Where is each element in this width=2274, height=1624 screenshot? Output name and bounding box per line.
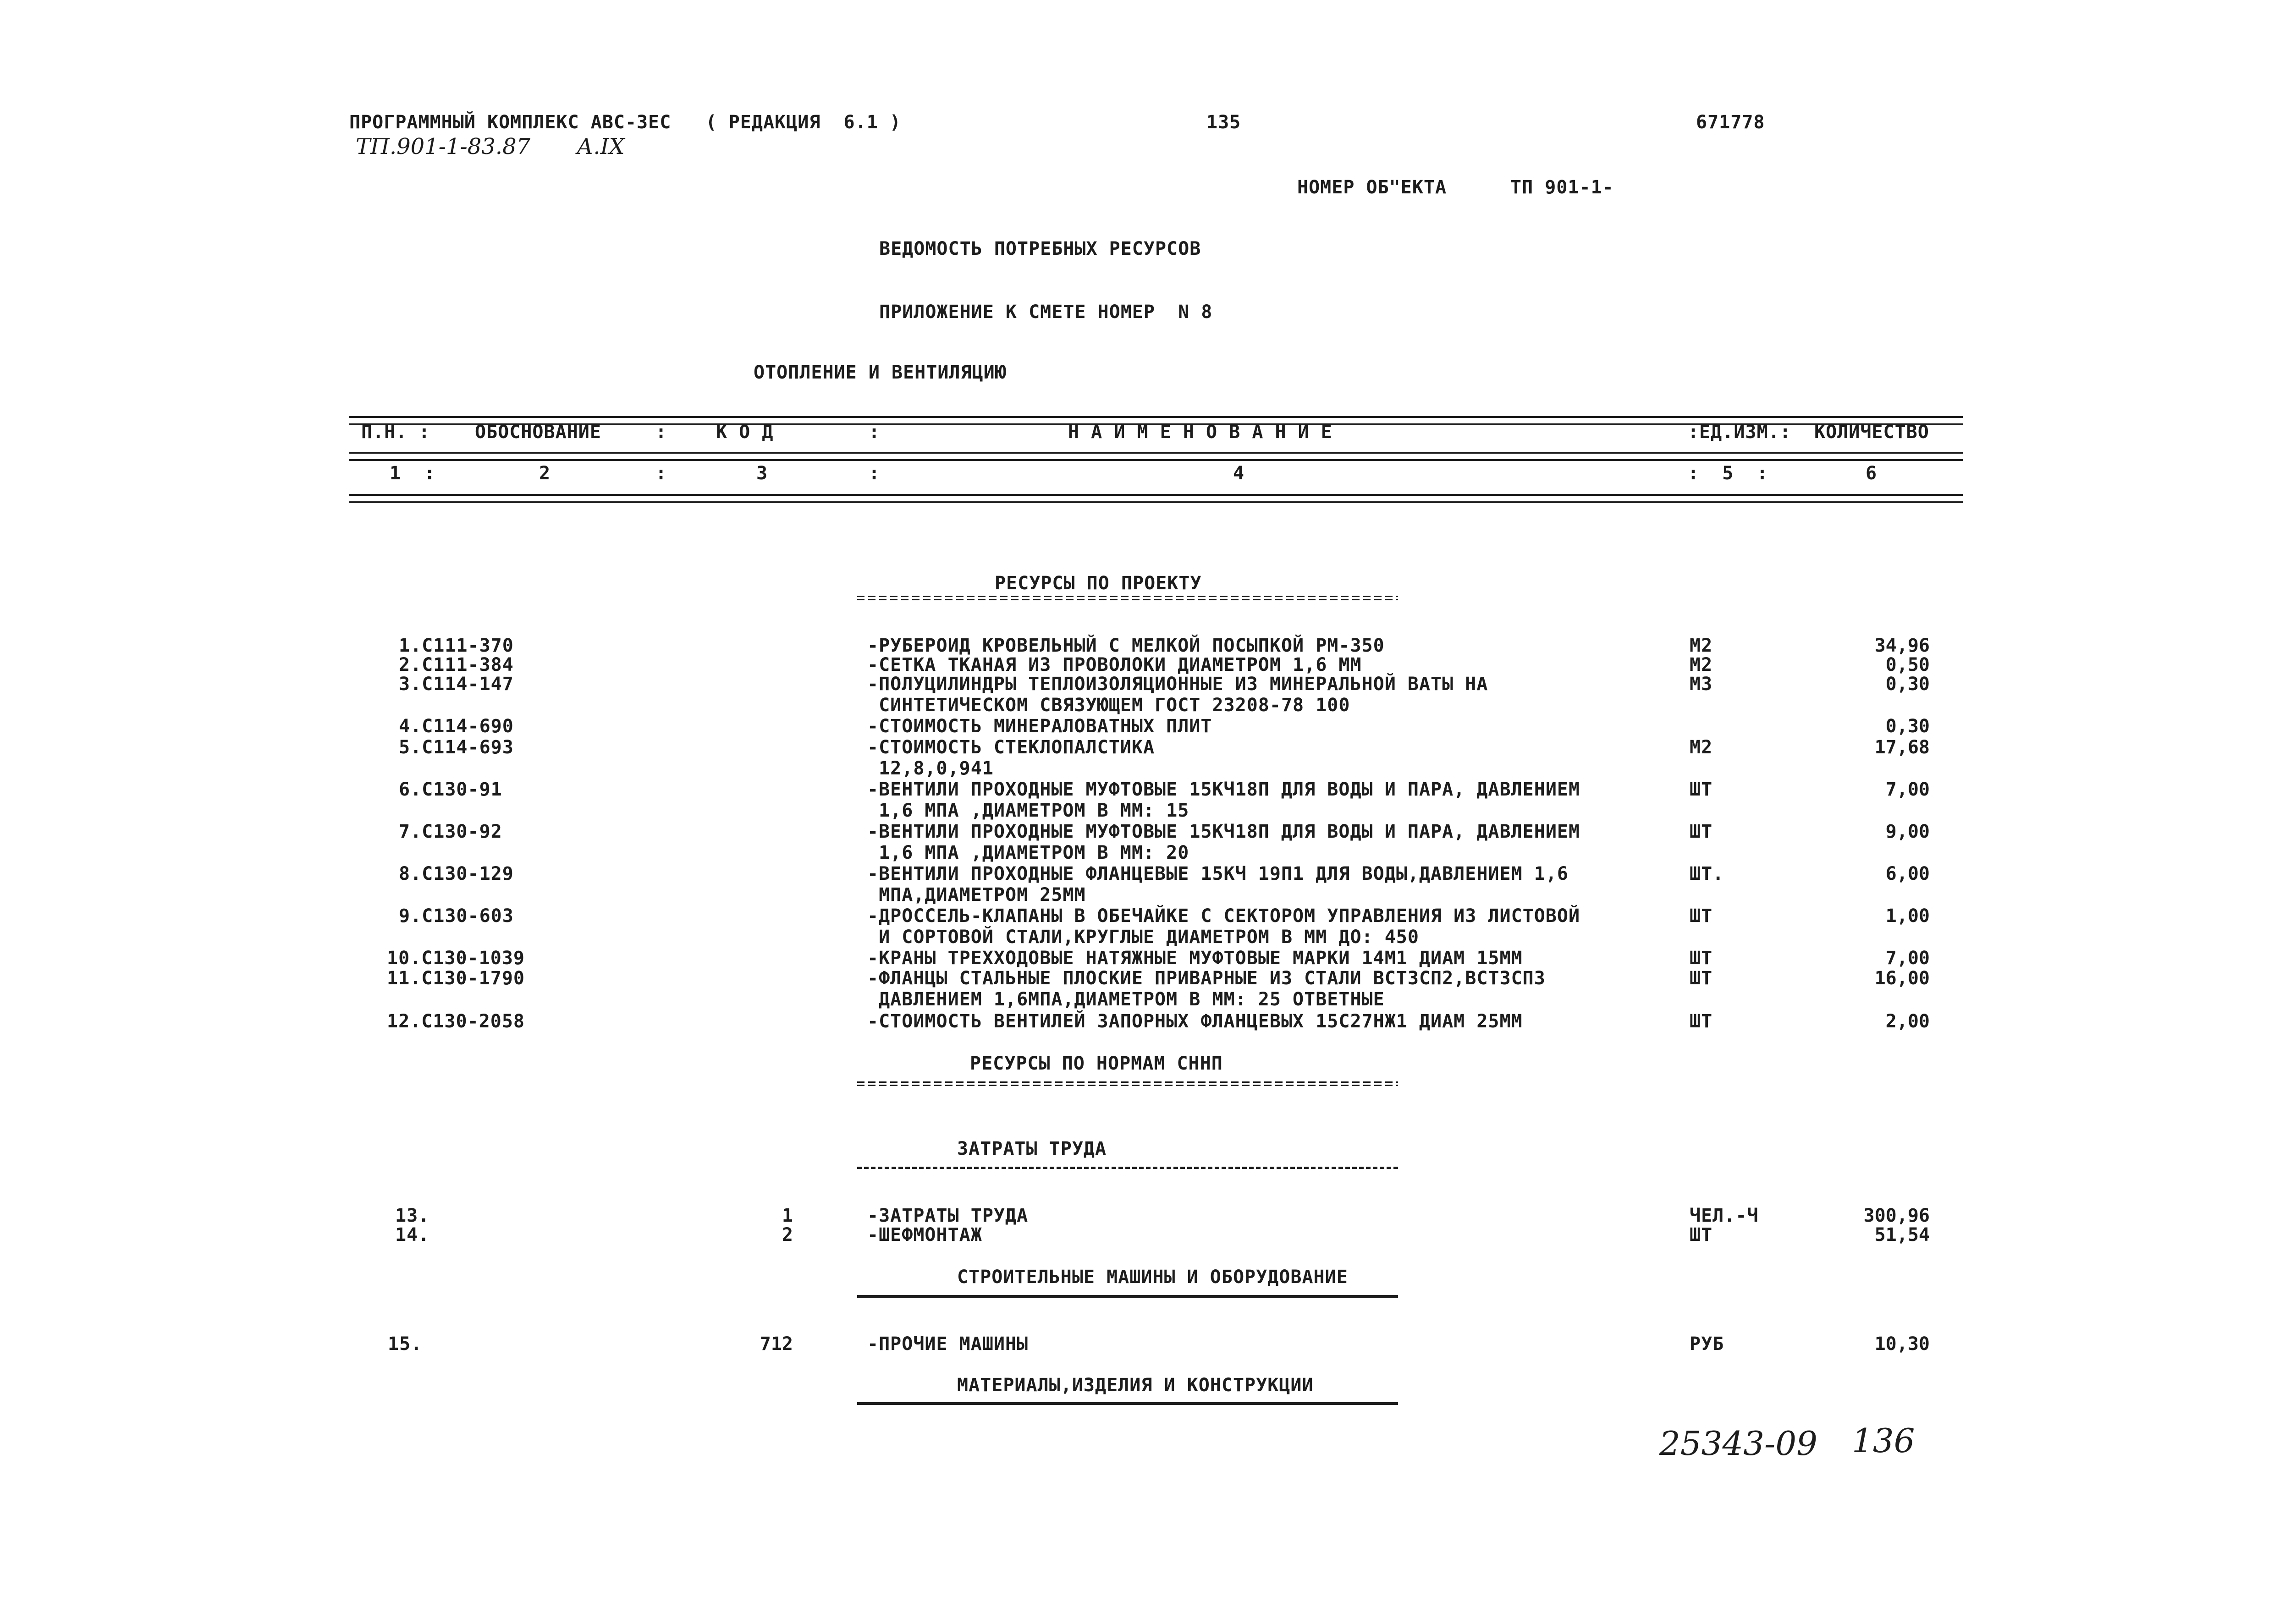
row-name: -СТОИМОСТЬ МИНЕРАЛОВАТНЫХ ПЛИТ bbox=[867, 716, 1212, 737]
row-qty: 16,00 bbox=[1874, 968, 1930, 989]
col-header-sep: : bbox=[655, 422, 667, 443]
row-unit: М2 bbox=[1690, 654, 1713, 675]
row-qty: 0,30 bbox=[1885, 674, 1930, 695]
row-qty: 2,00 bbox=[1885, 1011, 1930, 1032]
row-name: -ПОЛУЦИЛИНДРЫ ТЕПЛОИЗОЛЯЦИОННЫЕ ИЗ МИНЕРАЛЬНОЙ ВАТЫ НА bbox=[867, 674, 1488, 695]
row-unit: ШТ bbox=[1690, 968, 1713, 989]
row-number: 11.С130-1790 bbox=[387, 968, 525, 989]
col-header-code: К О Д bbox=[716, 422, 774, 443]
row-qty: 0,50 bbox=[1885, 654, 1930, 675]
row-name: -СТОИМОСТЬ ВЕНТИЛЕЙ ЗАПОРНЫХ ФЛАНЦЕВЫХ 15С27НЖ1 ДИАМ 25ММ bbox=[867, 1011, 1523, 1032]
table-bottom-rule bbox=[349, 494, 1963, 503]
section-materials-underline bbox=[857, 1402, 1398, 1405]
labor-row-code: 1 bbox=[782, 1205, 793, 1226]
section-labor-title: ЗАТРАТЫ ТРУДА bbox=[957, 1138, 1107, 1159]
row-number: 6.С130-91 bbox=[399, 779, 502, 800]
machine-row-unit: РУБ bbox=[1690, 1333, 1724, 1355]
section-materials-title: МАТЕРИАЛЫ,ИЗДЕЛИЯ И КОНСТРУКЦИИ bbox=[957, 1375, 1314, 1396]
machine-row-name: -ПРОЧИЕ МАШИНЫ bbox=[867, 1333, 1029, 1355]
row-name: -ДРОССЕЛЬ-КЛАПАНЫ В ОБЕЧАЙКЕ С СЕКТОРОМ УПРАВЛЕНИЯ ИЗ ЛИСТОВОЙ bbox=[867, 905, 1580, 927]
col-number-6: 6 bbox=[1866, 463, 1878, 484]
row-unit: ШТ bbox=[1690, 948, 1713, 969]
col-number-3: 3 bbox=[756, 463, 768, 484]
row-name: -ФЛАНЦЫ СТАЛЬНЫЕ ПЛОСКИЕ ПРИВАРНЫЕ ИЗ СТАЛИ ВСТ3СП2,ВСТ3СП3 bbox=[867, 968, 1546, 989]
col-number-sep: : bbox=[869, 463, 881, 484]
appendix-line: ПРИЛОЖЕНИЕ К СМЕТЕ НОМЕР N 8 bbox=[879, 302, 1213, 323]
handwritten-archive-code: 25343-09 bbox=[1659, 1424, 1817, 1463]
row-name-continued: 12,8,0,941 bbox=[867, 758, 994, 779]
row-qty: 1,00 bbox=[1885, 905, 1930, 927]
row-number: 12.С130-2058 bbox=[387, 1011, 525, 1032]
handwritten-album: А.IX bbox=[577, 134, 625, 159]
row-number: 9.С130-603 bbox=[399, 905, 514, 927]
row-qty: 6,00 bbox=[1885, 863, 1930, 884]
section-machines-title: СТРОИТЕЛЬНЫЕ МАШИНЫ И ОБОРУДОВАНИЕ bbox=[957, 1267, 1348, 1288]
row-unit: ШТ bbox=[1690, 821, 1713, 842]
row-name: -РУБЕРОИД КРОВЕЛЬНЫЙ С МЕЛКОЙ ПОСЫПКОЙ РМ-350 bbox=[867, 635, 1385, 656]
row-unit: ШТ bbox=[1690, 779, 1713, 800]
section-norms-underline bbox=[857, 1081, 1398, 1086]
row-name-continued: СИНТЕТИЧЕСКОМ СВЯЗУЮЩЕМ ГОСТ 23208-78 100 bbox=[867, 695, 1350, 716]
col-number-2: 2 bbox=[539, 463, 551, 484]
col-number-sep: : bbox=[655, 463, 667, 484]
machine-row-number: 15. bbox=[388, 1333, 423, 1355]
document-number: 671778 bbox=[1696, 112, 1765, 133]
row-number: 4.С114-690 bbox=[399, 716, 514, 737]
machine-row-qty: 10,30 bbox=[1874, 1333, 1930, 1355]
handwritten-project-ref: ТП.901-1-83.87 bbox=[356, 134, 531, 159]
labor-row-qty: 300,96 bbox=[1863, 1205, 1930, 1226]
row-name-continued: 1,6 МПА ,ДИАМЕТРОМ В ММ: 20 bbox=[867, 842, 1189, 863]
section-project-title: РЕСУРСЫ ПО ПРОЕКТУ bbox=[995, 573, 1202, 594]
object-label: НОМЕР ОБ"ЕКТА bbox=[1297, 177, 1447, 198]
row-name: -ВЕНТИЛИ ПРОХОДНЫЕ МУФТОВЫЕ 15КЧ18П ДЛЯ ВОДЫ И ПАРА, ДАВЛЕНИЕМ bbox=[867, 821, 1580, 842]
row-name-continued: 1,6 МПА ,ДИАМЕТРОМ В ММ: 15 bbox=[867, 800, 1189, 821]
row-name-continued: ДАВЛЕНИЕМ 1,6МПА,ДИАМЕТРОМ В ММ: 25 ОТВЕТНЫЕ bbox=[867, 989, 1385, 1010]
labor-row-number: 14. bbox=[395, 1224, 430, 1245]
labor-row-number: 13. bbox=[395, 1205, 430, 1226]
labor-row-unit: ШТ bbox=[1690, 1224, 1713, 1245]
row-qty: 0,30 bbox=[1885, 716, 1930, 737]
section-project-underline bbox=[857, 596, 1398, 600]
row-qty: 7,00 bbox=[1885, 779, 1930, 800]
col-number-5: : 5 : bbox=[1688, 463, 1768, 484]
row-number: 8.С130-129 bbox=[399, 863, 514, 884]
handwritten-page-number: 136 bbox=[1852, 1421, 1915, 1460]
program-name: ПРОГРАММНЫЙ КОМПЛЕКС АВС-3ЕС ( РЕДАКЦИЯ 6.1 ) bbox=[349, 112, 901, 133]
machine-row-code: 712 bbox=[760, 1333, 793, 1355]
row-number: 3.С114-147 bbox=[399, 674, 514, 695]
col-header-unit: :ЕД.ИЗМ.: bbox=[1688, 422, 1791, 443]
section-machines-underline bbox=[857, 1295, 1398, 1298]
row-number: 1.С111-370 bbox=[399, 635, 514, 656]
table-mid-rule bbox=[349, 452, 1963, 461]
labor-row-name: -ЗАТРАТЫ ТРУДА bbox=[867, 1205, 1029, 1226]
row-number: 7.С130-92 bbox=[399, 821, 502, 842]
section-norms-title: РЕСУРСЫ ПО НОРМАМ СННП bbox=[970, 1053, 1223, 1074]
col-header-sep: : bbox=[869, 422, 881, 443]
section-labor-underline bbox=[857, 1167, 1398, 1169]
object-value: ТП 901-1- bbox=[1510, 177, 1614, 198]
row-qty: 9,00 bbox=[1885, 821, 1930, 842]
row-unit: М2 bbox=[1690, 737, 1713, 758]
row-unit: М2 bbox=[1690, 635, 1713, 656]
labor-row-code: 2 bbox=[782, 1224, 793, 1245]
col-header-qty: КОЛИЧЕСТВО bbox=[1814, 422, 1929, 443]
row-name-continued: МПА,ДИАМЕТРОМ 25ММ bbox=[867, 884, 1086, 905]
row-name: -ВЕНТИЛИ ПРОХОДНЫЕ МУФТОВЫЕ 15КЧ18П ДЛЯ ВОДЫ И ПАРА, ДАВЛЕНИЕМ bbox=[867, 779, 1580, 800]
page-number: 135 bbox=[1206, 112, 1241, 133]
row-number: 5.С114-693 bbox=[399, 737, 514, 758]
col-header-name: Н А И М Е Н О В А Н И Е bbox=[1068, 422, 1332, 443]
col-number-1: 1 : bbox=[390, 463, 436, 484]
row-name: -СЕТКА ТКАНАЯ ИЗ ПРОВОЛОКИ ДИАМЕТРОМ 1,6 ММ bbox=[867, 654, 1362, 675]
row-name-continued: И СОРТОВОЙ СТАЛИ,КРУГЛЫЕ ДИАМЕТРОМ В ММ ДО: 450 bbox=[867, 927, 1419, 948]
section-title: ОТОПЛЕНИЕ И ВЕНТИЛЯЦИЮ bbox=[754, 362, 1007, 383]
row-unit: ШТ. bbox=[1690, 863, 1724, 884]
row-qty: 17,68 bbox=[1874, 737, 1930, 758]
row-unit: ШТ bbox=[1690, 905, 1713, 927]
col-number-4: 4 bbox=[1233, 463, 1245, 484]
row-name: -КРАНЫ ТРЕХХОДОВЫЕ НАТЯЖНЫЕ МУФТОВЫЕ МАРКИ 14М1 ДИАМ 15ММ bbox=[867, 948, 1523, 969]
row-number: 2.С111-384 bbox=[399, 654, 514, 675]
row-qty: 34,96 bbox=[1874, 635, 1930, 656]
row-name: -СТОИМОСТЬ СТЕКЛОПАЛСТИКА bbox=[867, 737, 1155, 758]
row-unit: ШТ bbox=[1690, 1011, 1713, 1032]
row-qty: 7,00 bbox=[1885, 948, 1930, 969]
col-header-pn: П.Н. : bbox=[361, 422, 430, 443]
row-name: -ВЕНТИЛИ ПРОХОДНЫЕ ФЛАНЦЕВЫЕ 15КЧ 19П1 ДЛЯ ВОДЫ,ДАВЛЕНИЕМ 1,6 bbox=[867, 863, 1569, 884]
row-unit: М3 bbox=[1690, 674, 1713, 695]
col-header-basis: ОБОСНОВАНИЕ bbox=[475, 422, 601, 443]
row-number: 10.С130-1039 bbox=[387, 948, 525, 969]
labor-row-unit: ЧЕЛ.-Ч bbox=[1690, 1205, 1759, 1226]
labor-row-qty: 51,54 bbox=[1874, 1224, 1930, 1245]
document-title: ВЕДОМОСТЬ ПОТРЕБНЫХ РЕСУРСОВ bbox=[879, 238, 1201, 259]
labor-row-name: -ШЕФМОНТАЖ bbox=[867, 1224, 982, 1245]
